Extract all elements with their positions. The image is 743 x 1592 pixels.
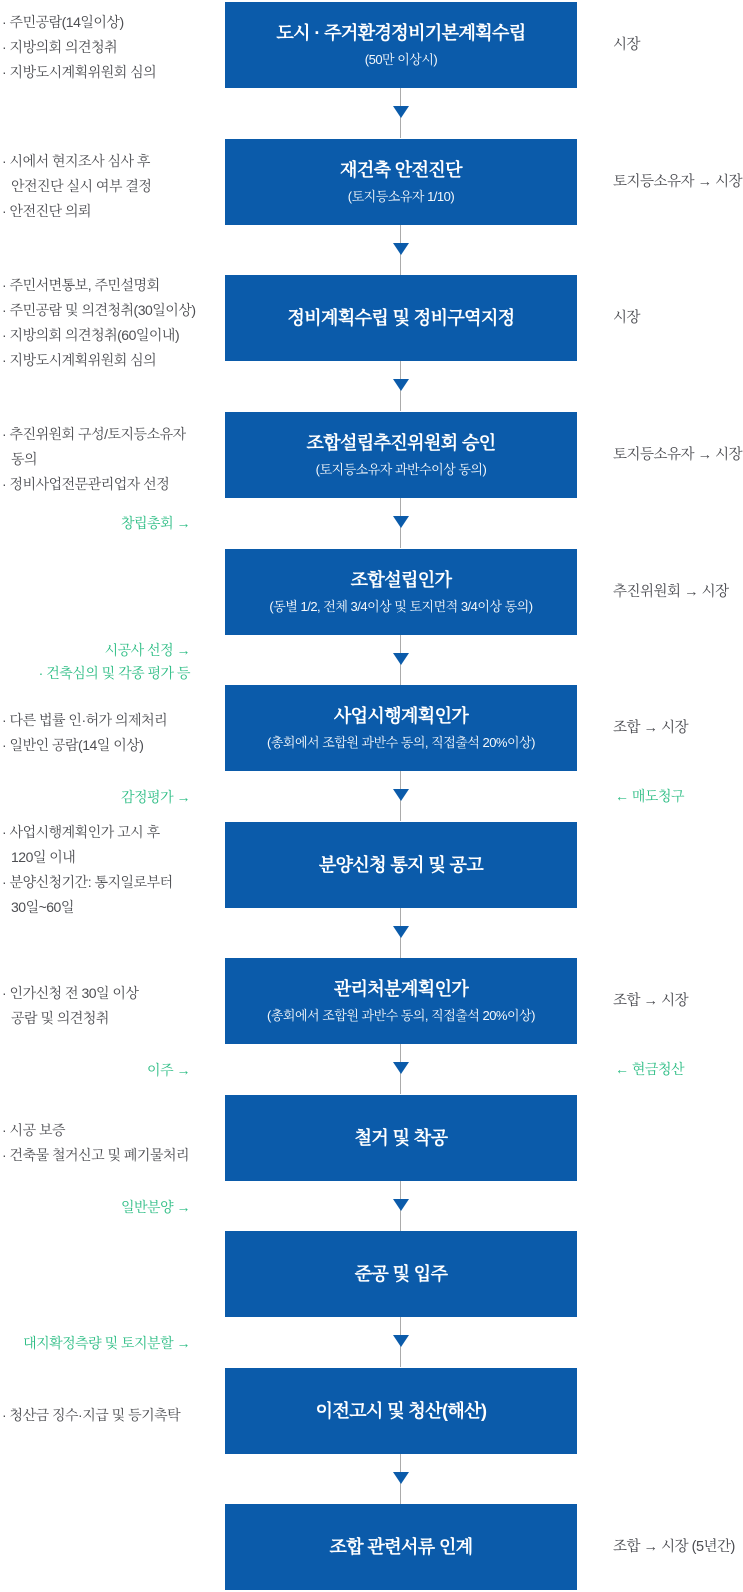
stage-notes-safety-inspection	[2, 149, 217, 224]
milestone-founding-general-meeting: 창립총회 →	[121, 515, 190, 531]
milestone-contractor-selection	[0, 639, 190, 685]
milestone-general-sale: 일반분양 →	[121, 1199, 190, 1215]
arrow-down-icon	[393, 243, 409, 255]
milestone-sale-claim: ← 매도청구	[615, 788, 684, 804]
arrow-down-icon	[393, 1062, 409, 1074]
note-line: · 인가신청 전 30일 이상	[2, 985, 139, 1001]
stage-box-demolition-construction	[225, 1095, 577, 1181]
arrow-down-icon	[393, 1335, 409, 1347]
stage-title: 도시 · 주거환경정비기본계획수립	[276, 23, 526, 43]
stage-actor: 조합 → 시장	[613, 720, 689, 736]
stage-subtitle: (토지등소유자 1/10)	[347, 189, 455, 204]
note-line: · 시에서 현지조사 심사 후	[2, 153, 150, 169]
stage-box-completion-movein	[225, 1231, 577, 1317]
stage-box-transfer-settlement	[225, 1368, 577, 1454]
milestone-land-survey-division: 대지확정측량 및 토지분할 →	[23, 1335, 190, 1351]
note-line: · 청산금 징수·지급 및 등기촉탁	[2, 1407, 181, 1423]
stage-box-union-establishment	[225, 549, 577, 635]
stage-notes-management-disposal	[2, 981, 217, 1031]
stage-subtitle: (총회에서 조합원 과반수 동의, 직접출석 20%이상)	[267, 1008, 535, 1023]
stage-notes-sale-application	[2, 820, 217, 920]
arrow-down-icon	[393, 653, 409, 665]
stage-subtitle: (동별 1/2, 전체 3/4이상 및 토지면적 3/4이상 동의)	[269, 599, 533, 614]
arrow-down-icon	[393, 1199, 409, 1211]
stage-title: 관리처분계획인가	[333, 979, 469, 999]
stage-box-safety-inspection	[225, 139, 577, 225]
stage-title: 이전고시 및 청산(해산)	[315, 1401, 487, 1421]
arrow-down-icon	[393, 926, 409, 938]
stage-box-document-handover	[225, 1504, 577, 1590]
note-line: · 일반인 공람(14일 이상)	[2, 737, 144, 753]
stage-actor: 토지등소유자 → 시장	[613, 174, 743, 190]
milestone-label: 시공사 선정 →	[104, 642, 190, 658]
stage-notes-promotion-committee	[2, 422, 217, 497]
note-line: 공람 및 의견청취	[11, 1010, 109, 1026]
stage-title: 사업시행계획인가	[333, 706, 469, 726]
stage-box-management-disposal	[225, 958, 577, 1044]
stage-title: 분양신청 통지 및 공고	[318, 855, 484, 875]
stage-box-sale-application	[225, 822, 577, 908]
note-line: · 지방의회 의견청취	[2, 39, 118, 55]
stage-box-basic-plan	[225, 2, 577, 88]
stage-notes-transfer-settlement	[2, 1403, 217, 1428]
note-line: · 지방의회 의견청취(60일이내)	[2, 327, 180, 343]
stage-actor: 시장	[613, 37, 641, 53]
note-line: · 분양신청기간: 통지일로부터	[2, 874, 173, 890]
note-line: 30일~60일	[11, 899, 74, 915]
note-line: · 다른 법률 인·허가 의제처리	[2, 712, 168, 728]
stage-notes-project-implementation	[2, 708, 217, 758]
stage-subtitle: (50만 이상시)	[364, 52, 438, 67]
stage-title: 준공 및 입주	[354, 1264, 448, 1284]
arrow-down-icon	[393, 516, 409, 528]
stage-title: 철거 및 착공	[354, 1128, 448, 1148]
note-line: · 사업시행계획인가 고시 후	[2, 824, 160, 840]
stage-notes-demolition-construction	[2, 1118, 217, 1168]
note-line: · 건축물 철거신고 및 폐기물처리	[2, 1147, 190, 1163]
stage-actor: 토지등소유자 → 시장	[613, 447, 743, 463]
note-line: · 안전진단 의뢰	[2, 203, 92, 219]
stage-actor: 조합 → 시장	[613, 993, 689, 1009]
arrow-down-icon	[393, 1472, 409, 1484]
stage-title: 조합 관련서류 인계	[329, 1537, 473, 1557]
stage-notes-basic-plan	[2, 10, 217, 85]
stage-notes-improvement-plan	[2, 273, 217, 373]
note-line: 120일 이내	[11, 849, 76, 865]
note-line: · 추진위원회 구성/토지등소유자	[2, 426, 186, 442]
stage-title: 재건축 안전진단	[340, 160, 462, 180]
stage-title: 조합설립추진위원회 승인	[306, 433, 496, 453]
note-line: · 주민서면통보, 주민설명회	[2, 277, 160, 293]
milestone-appraisal: 감정평가 →	[121, 789, 190, 805]
note-line: 안전진단 실시 여부 결정	[11, 178, 152, 194]
note-line: · 정비사업전문관리업자 선정	[2, 476, 170, 492]
stage-actor: 추진위원회 → 시장	[613, 584, 729, 600]
stage-subtitle: (토지등소유자 과반수이상 동의)	[315, 462, 487, 477]
note-line: · 시공 보증	[2, 1122, 66, 1138]
milestone-sublabel: · 건축심의 및 각종 평가 등	[38, 665, 190, 681]
milestone-cash-settlement: ← 현금청산	[615, 1061, 684, 1077]
note-line: · 주민공람 및 의견청취(30일이상)	[2, 302, 196, 318]
stage-box-promotion-committee	[225, 412, 577, 498]
arrow-down-icon	[393, 106, 409, 118]
stage-title: 조합설립인가	[350, 570, 452, 590]
milestone-relocation: 이주 →	[147, 1062, 190, 1078]
stage-box-improvement-plan	[225, 275, 577, 361]
stage-actor: 시장	[613, 310, 641, 326]
stage-title: 정비계획수립 및 정비구역지정	[287, 308, 515, 328]
stage-box-project-implementation	[225, 685, 577, 771]
note-line: 동의	[11, 451, 38, 467]
note-line: · 지방도시계획위원회 심의	[2, 64, 157, 80]
arrow-down-icon	[393, 379, 409, 391]
note-line: · 지방도시계획위원회 심의	[2, 352, 157, 368]
stage-actor: 조합 → 시장 (5년간)	[613, 1539, 735, 1555]
arrow-down-icon	[393, 789, 409, 801]
note-line: · 주민공람(14일이상)	[2, 14, 124, 30]
stage-subtitle: (총회에서 조합원 과반수 동의, 직접출석 20%이상)	[267, 735, 535, 750]
